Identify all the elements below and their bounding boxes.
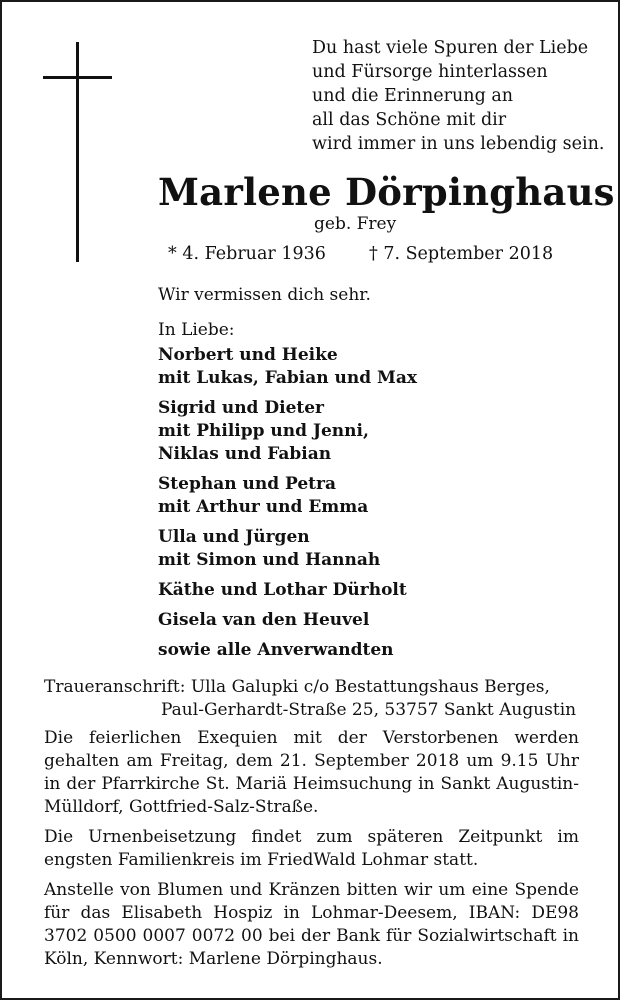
mourner-line: mit Simon und Hannah [158,550,381,570]
mourner-line: mit Philipp und Jenni, [158,421,369,441]
mourner-line: Niklas und Fabian [158,444,332,464]
poem-line: wird immer in uns lebendig sein. [312,134,605,154]
mourner-line: Sigrid und Dieter [158,398,325,418]
address-line: Paul-Gerhardt-Straße 25, 53757 Sankt Augustin [161,700,577,720]
maiden-name: geb. Frey [314,214,397,234]
mourner-group [158,526,458,572]
urn-paragraph: Die Urnenbeisetzung findet zum späteren Zeitpunkt im engsten Familienkreis im FriedWald Lohmar statt. [44,827,579,870]
poem-line: und Fürsorge hinterlassen [312,62,548,82]
poem-line: Du hast viele Spuren der Liebe [312,38,589,58]
mourner-group [158,344,458,390]
mourner-group [158,473,458,519]
cross-icon-bar [43,76,112,79]
birth-date: * 4. Februar 1936 [168,244,326,264]
mourner-line: Gisela van den Heuvel [158,610,370,630]
mourner-group [158,397,458,466]
mourning-address [44,676,576,722]
death-date: † 7. September 2018 [369,244,554,264]
exequies-paragraph: Die feierlichen Exequien mit der Verstorbenen werden gehalten am Freitag, dem 21. September 2018 um 9.15 Uhr in der Pfarrkirche St. Mariä Heimsuchung in Sankt Augustin-Mülldorf, Gottfried-Salz-Straße. [44,728,579,817]
mourner-group [158,609,458,632]
cross-icon [76,42,79,262]
mourners-list [158,344,458,669]
poem [312,36,604,156]
mourner-group [158,579,458,602]
mourner-line: sowie alle Anverwandten [158,640,394,660]
mourner-line: Ulla und Jürgen [158,527,310,547]
mourner-group [158,639,458,662]
mourner-line: Norbert und Heike [158,345,338,365]
poem-line: all das Schöne mit dir [312,110,507,130]
miss-line: Wir vermissen dich sehr. [158,285,371,305]
mourner-line: Käthe und Lothar Dürholt [158,580,407,600]
donation-paragraph: Anstelle von Blumen und Kränzen bitten wir um eine Spende für das Elisabeth Hospiz in Lohmar-Deesem, IBAN: DE98 3702 0500 0007 0072 00 bei der Bank für Sozialwirtschaft in Köln, Kennwort: Marlene Dörpinghaus. [44,880,579,969]
deceased-name: Marlene Dörpinghaus [158,170,615,214]
mourner-line: Stephan und Petra [158,474,336,494]
in-love-label: In Liebe: [158,320,235,340]
mourner-line: mit Arthur und Emma [158,497,369,517]
address-line: Traueranschrift: Ulla Galupki c/o Bestattungshaus Berges, [44,677,550,697]
mourner-line: mit Lukas, Fabian und Max [158,368,418,388]
poem-line: und die Erinnerung an [312,86,514,106]
